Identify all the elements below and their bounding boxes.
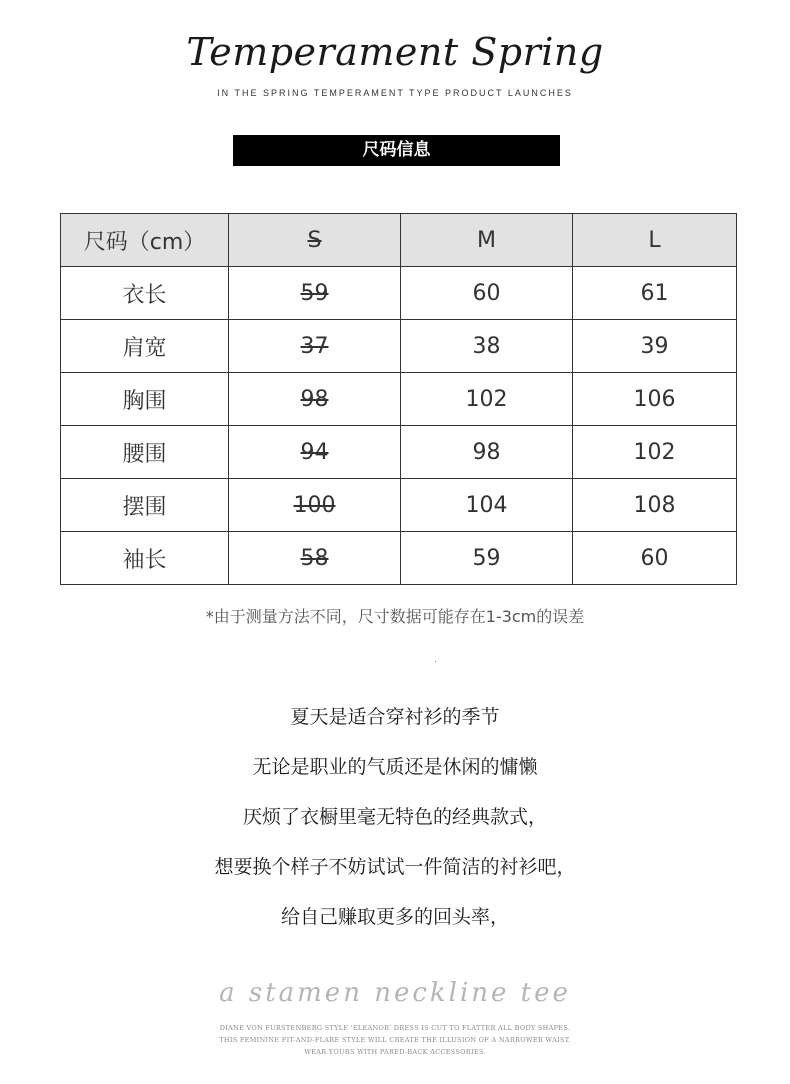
cell-l: 106 [573, 373, 737, 426]
fine-print-line: THIS FEMININE FIT-AND-FLARE STYLE WILL CREATE THE ILLUSION OF A NARROWER WAIST. [219, 1036, 571, 1044]
cell-m: 102 [401, 373, 573, 426]
header-size-label: 尺码（cm） [61, 214, 229, 267]
row-label: 摆围 [61, 479, 229, 532]
size-table [60, 213, 737, 585]
header-size-l: L [573, 214, 737, 267]
cell-m: 98 [401, 426, 573, 479]
cell-s: 37 [229, 320, 401, 373]
cell-s: 98 [229, 373, 401, 426]
fine-print-line: DIANE VON FURSTENBERG STYLE 'ELEANOR' DRESS IS CUT TO FLATTER ALL BODY SHAPES. [219, 1024, 571, 1032]
row-label: 腰围 [61, 426, 229, 479]
measurement-note: *由于测量方法不同，尺寸数据可能存在1-3cm的误差 [205, 607, 585, 626]
header-size-m: M [401, 214, 573, 267]
copy-line: 夏天是适合穿衬衫的季节 [290, 706, 500, 728]
divider-dot: · [434, 657, 438, 668]
table-row [61, 373, 737, 426]
cell-l: 61 [573, 267, 737, 320]
cell-s: 94 [229, 426, 401, 479]
cell-l: 108 [573, 479, 737, 532]
table-row [61, 426, 737, 479]
table-row [61, 532, 737, 585]
cell-m: 59 [401, 532, 573, 585]
copy-line: 无论是职业的气质还是休闲的慵懒 [252, 756, 538, 778]
header-size-s: S [229, 214, 401, 267]
script-tagline: a stamen neckline tee [219, 978, 571, 1008]
fine-print-line: WEAR YOURS WITH PARED-BACK ACCESSORIES. [304, 1048, 486, 1056]
cell-m: 38 [401, 320, 573, 373]
row-label: 胸围 [61, 373, 229, 426]
row-label: 袖长 [61, 532, 229, 585]
copy-line: 厌烦了衣橱里毫无特色的经典款式， [242, 806, 547, 828]
cell-s: 59 [229, 267, 401, 320]
table-row [61, 267, 737, 320]
brand-subtitle: IN THE SPRING TEMPERAMENT TYPE PRODUCT LAUNCHES [217, 88, 573, 98]
copy-line: 给自己赚取更多的回头率， [280, 906, 509, 928]
cell-l: 60 [573, 532, 737, 585]
row-label: 衣长 [61, 267, 229, 320]
table-row [61, 479, 737, 532]
row-label: 肩宽 [61, 320, 229, 373]
cell-s: 58 [229, 532, 401, 585]
cell-l: 102 [573, 426, 737, 479]
cell-m: 60 [401, 267, 573, 320]
table-row [61, 320, 737, 373]
cell-l: 39 [573, 320, 737, 373]
brand-title: Temperament Spring [186, 30, 604, 74]
section-title: 尺码信息 [233, 135, 560, 166]
table-header-row [61, 214, 737, 267]
cell-m: 104 [401, 479, 573, 532]
cell-s: 100 [229, 479, 401, 532]
copy-line: 想要换个样子不妨试试一件简洁的衬衫吧， [214, 856, 576, 878]
